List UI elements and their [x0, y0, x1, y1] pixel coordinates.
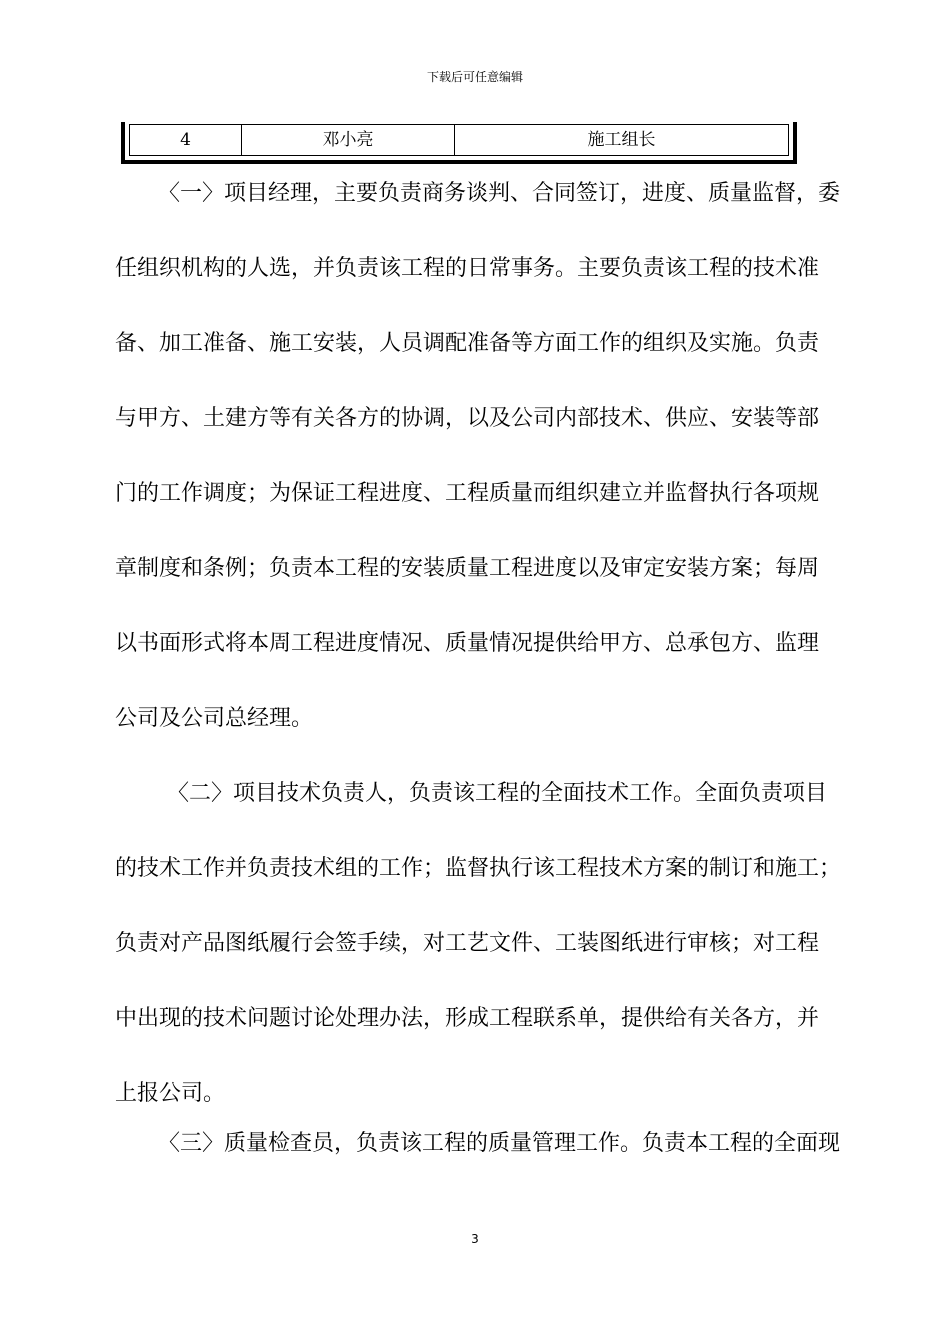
paragraph-line: 以书面形式将本周工程进度情况、质量情况提供给甲方、总承包方、监理 — [115, 631, 820, 656]
paragraph-line: 〈二〉项目技术负责人，负责该工程的全面技术工作。全面负责项目 — [167, 781, 828, 806]
paragraph-line: 与甲方、土建方等有关各方的协调，以及公司内部技术、供应、安装等部 — [115, 406, 820, 431]
paragraph-line: 〈一〉项目经理，主要负责商务谈判、合同签订，进度、质量监督，委 — [158, 181, 841, 206]
paragraph-line: 上报公司。 — [115, 1081, 226, 1106]
table-cell-number: 4 — [130, 125, 242, 155]
table-cell-name: 邓小亮 — [242, 125, 455, 155]
paragraph-line: 章制度和条例；负责本工程的安装质量工程进度以及审定安装方案；每周 — [115, 556, 820, 581]
table-row — [129, 124, 789, 156]
paragraph-line: 负责对产品图纸履行会签手续，对工艺文件、工装图纸进行审核；对工程 — [115, 931, 820, 956]
paragraph-line: 门的工作调度；为保证工程进度、工程质量而组织建立并监督执行各项规 — [115, 481, 820, 506]
paragraph-technical-lead — [115, 756, 840, 1131]
table-cell-role: 施工组长 — [587, 130, 656, 150]
paragraph-line: 中出现的技术问题讨论处理办法，形成工程联系单，提供给有关各方，并 — [115, 1006, 820, 1031]
paragraph-line: 的技术工作并负责技术组的工作；监督执行该工程技术方案的制订和施工； — [115, 856, 842, 881]
paragraph-line: 备、加工准备、施工安装，人员调配准备等方面工作的组织及实施。负责 — [115, 331, 820, 356]
page-number: 3 — [471, 1232, 479, 1246]
paragraph-line: 公司及公司总经理。 — [115, 706, 314, 731]
header-note: 下载后可任意编辑 — [426, 70, 523, 84]
paragraph-project-manager — [115, 156, 840, 756]
paragraph-line: 〈三〉质量检查员，负责该工程的质量管理工作。负责本工程的全面现 — [158, 1131, 841, 1156]
paragraph-line: 任组织机构的人选，并负责该工程的日常事务。主要负责该工程的技术准 — [115, 256, 820, 281]
paragraph-quality-inspector — [115, 1106, 840, 1181]
